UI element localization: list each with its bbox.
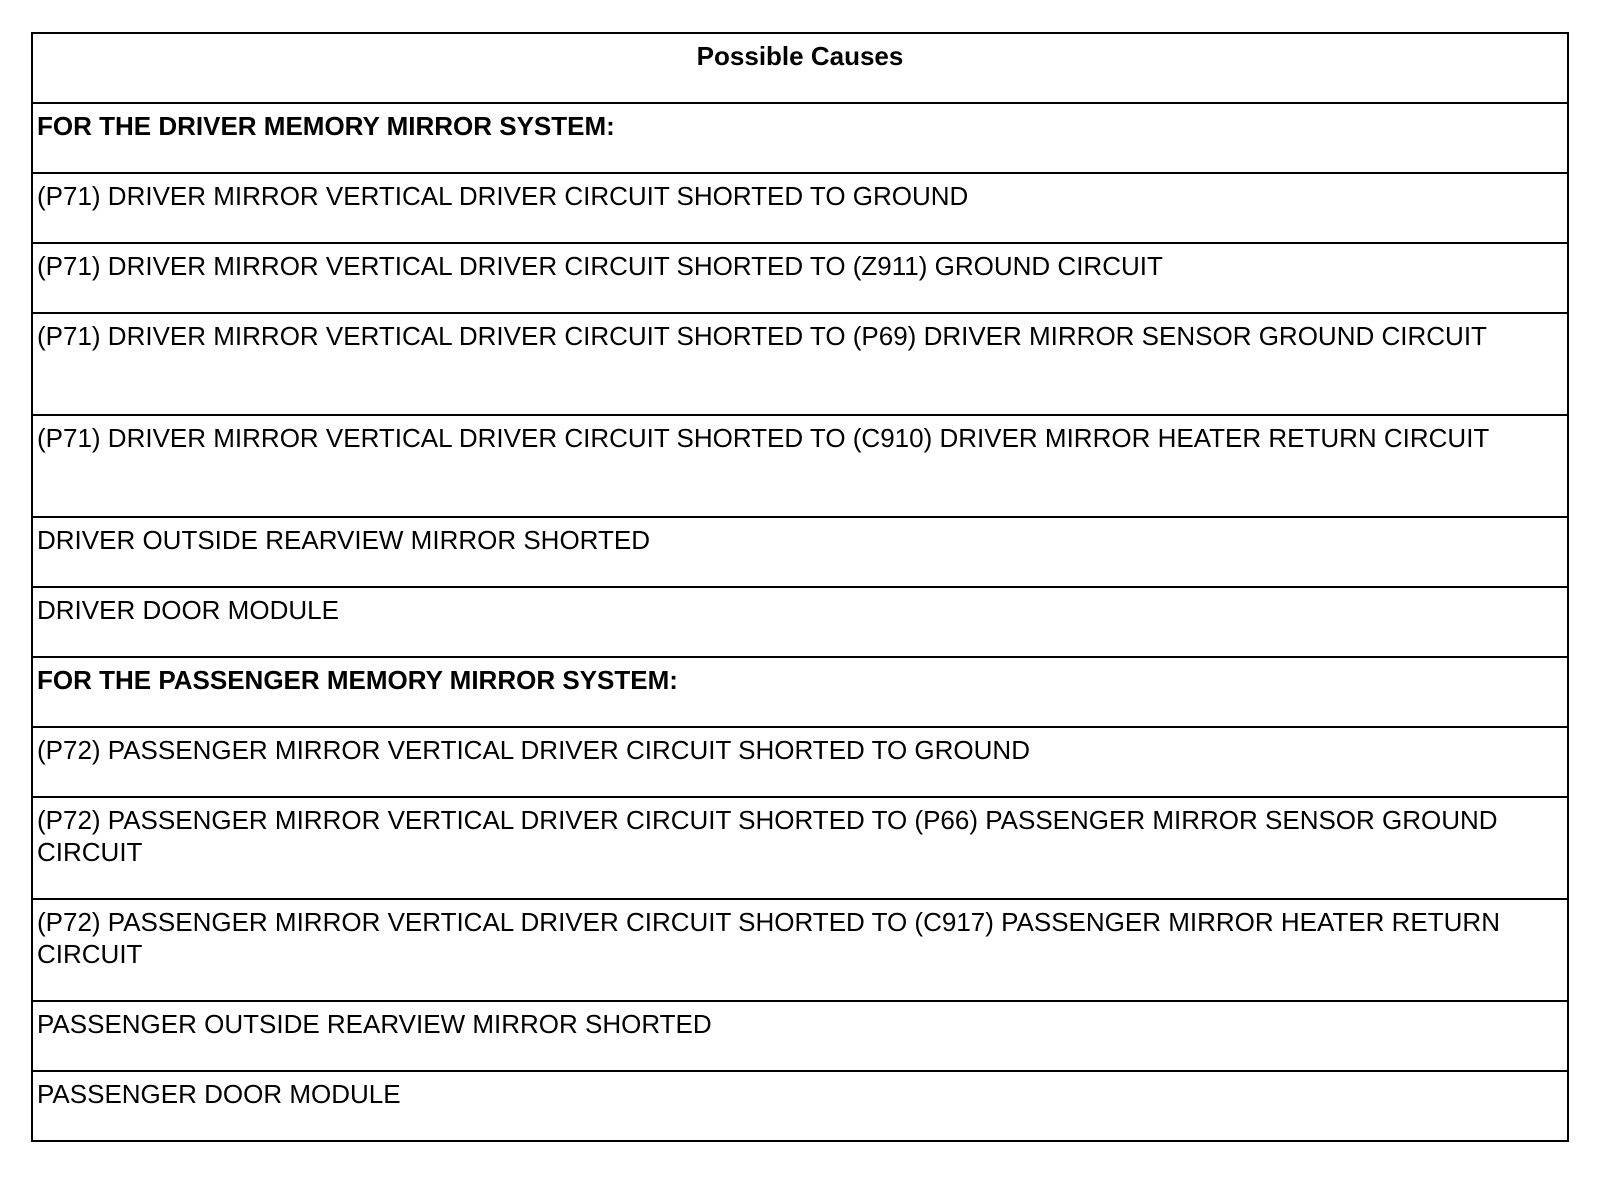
- table-row: [32, 313, 1568, 415]
- cause-cell: (P72) PASSENGER MIRROR VERTICAL DRIVER CIRCUIT SHORTED TO GROUND: [32, 727, 1568, 797]
- table-row: [32, 727, 1568, 797]
- cause-cell: (P71) DRIVER MIRROR VERTICAL DRIVER CIRCUIT SHORTED TO (C910) DRIVER MIRROR HEATER RETURN CIRCUIT: [32, 415, 1568, 517]
- section-heading-driver: FOR THE DRIVER MEMORY MIRROR SYSTEM:: [32, 103, 1568, 173]
- table-row: [32, 1001, 1568, 1071]
- cause-cell: PASSENGER DOOR MODULE: [32, 1071, 1568, 1141]
- table-row: [32, 517, 1568, 587]
- table-header-row: [32, 33, 1568, 103]
- table-row: [32, 243, 1568, 313]
- table-row: [32, 1071, 1568, 1141]
- cause-cell: (P71) DRIVER MIRROR VERTICAL DRIVER CIRCUIT SHORTED TO (P69) DRIVER MIRROR SENSOR GROUND CIRCUIT: [32, 313, 1568, 415]
- cause-cell: DRIVER DOOR MODULE: [32, 587, 1568, 657]
- cause-cell: DRIVER OUTSIDE REARVIEW MIRROR SHORTED: [32, 517, 1568, 587]
- table-row: [32, 587, 1568, 657]
- section-heading-passenger: FOR THE PASSENGER MEMORY MIRROR SYSTEM:: [32, 657, 1568, 727]
- cause-cell: (P72) PASSENGER MIRROR VERTICAL DRIVER CIRCUIT SHORTED TO (P66) PASSENGER MIRROR SENSOR GROUND CIRCUIT: [32, 797, 1568, 899]
- cause-cell: (P71) DRIVER MIRROR VERTICAL DRIVER CIRCUIT SHORTED TO GROUND: [32, 173, 1568, 243]
- cause-cell: (P71) DRIVER MIRROR VERTICAL DRIVER CIRCUIT SHORTED TO (Z911) GROUND CIRCUIT: [32, 243, 1568, 313]
- cause-cell: (P72) PASSENGER MIRROR VERTICAL DRIVER CIRCUIT SHORTED TO (C917) PASSENGER MIRROR HEATER RETURN CIRCUIT: [32, 899, 1568, 1001]
- table-row: [32, 103, 1568, 173]
- table-row: [32, 173, 1568, 243]
- table-row: [32, 899, 1568, 1001]
- possible-causes-table: [31, 32, 1569, 1142]
- table-row: [32, 797, 1568, 899]
- table-row: [32, 657, 1568, 727]
- cause-cell: PASSENGER OUTSIDE REARVIEW MIRROR SHORTED: [32, 1001, 1568, 1071]
- table-row: [32, 415, 1568, 517]
- table-header: Possible Causes: [32, 33, 1568, 103]
